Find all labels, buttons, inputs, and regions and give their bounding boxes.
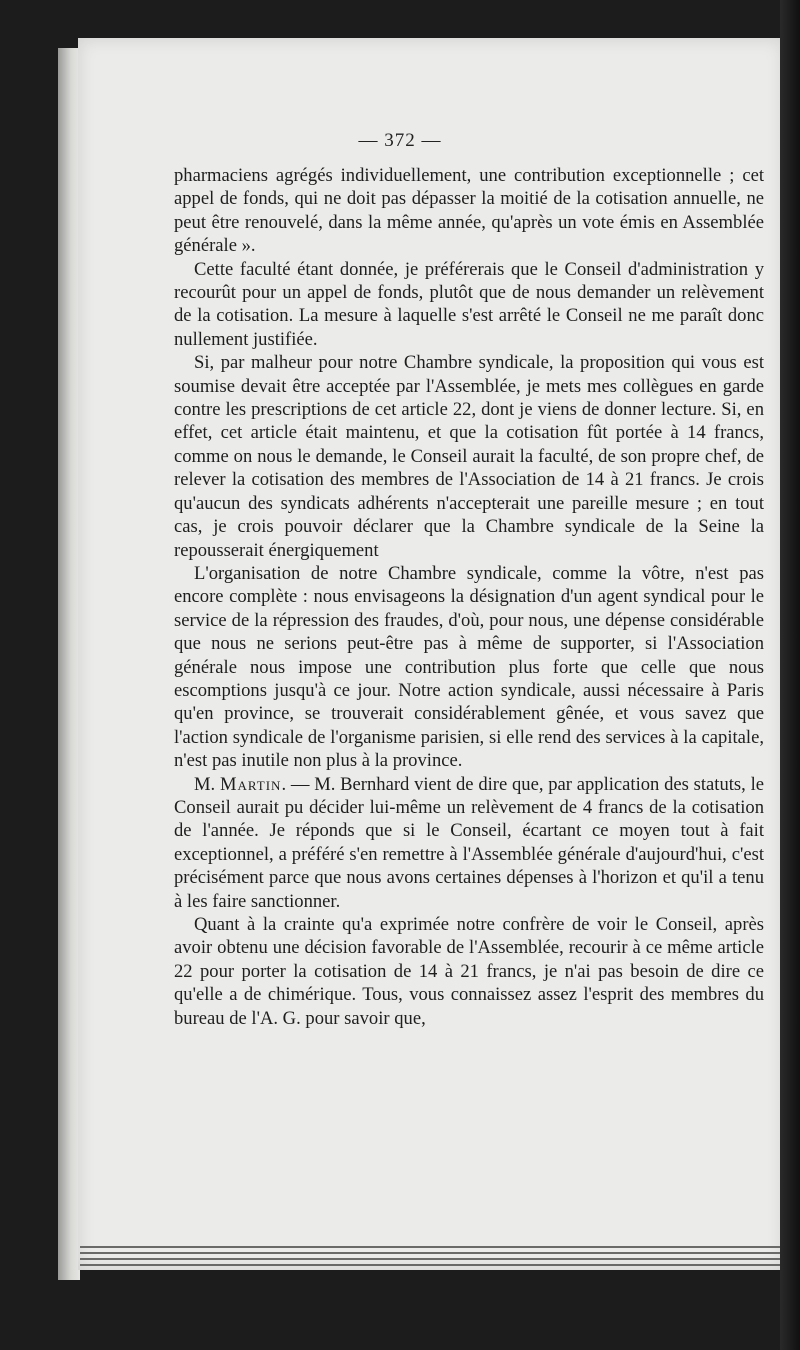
body-text	[174, 164, 764, 1030]
speaker-prefix: M.	[194, 773, 220, 795]
page-left-edge	[58, 48, 80, 1280]
paragraph-4: L'organisation de notre Chambre syndicale, comme la vôtre, n'est pas encore complète : nous envisageons la désignation d'un agent syndical pour le service de la répression des fraudes, d'où, pour nous, une dépense considérable que nous ne serions peut-être pas à même de supporter, si l'Association générale nous impose une contribution plus forte que celle que nous escomptions jusqu'à ce jour. Notre action syndicale, aussi nécessaire à Paris qu'en province, se trouverait considérablement gênée, et vous savez que l'action syndicale de l'organisme parisien, si elle rend des services à la capitale, n'est pas inutile non plus à la province.	[174, 562, 764, 772]
page-leaves	[80, 1238, 780, 1278]
page-right-shadow	[780, 0, 800, 1350]
speaker-name: Martin	[219, 773, 282, 795]
paragraph-5-text: . — M. Bernhard vient de dire que, par application des statuts, le Conseil aurait pu décider lui-même un relèvement de 4 francs de la cotisation de l'année. Je réponds que si le Conseil, écartant ce moyen tout à fait exceptionnel, a préféré s'en remettre à l'Assemblée générale d'aujourd'hui, c'est précisément parce que nous avons certaines dépenses à l'horizon et qu'il a tenu à les faire sanctionner.	[174, 773, 764, 912]
paragraph-3: Si, par malheur pour notre Chambre syndicale, la proposition qui vous est soumise devait être acceptée par l'Assemblée, je mets mes collègues en garde contre les prescriptions de cet article 22, dont je viens de donner lecture. Si, en effet, cet article était maintenu, et que la cotisation fût portée à 14 francs, comme on nous le demande, le Conseil aurait la faculté, de son propre chef, de relever la cotisation des membres de l'Association de 14 à 21 francs. Je crois qu'aucun des syndicats adhérents n'accepterait une pareille mesure ; en tout cas, je crois pouvoir déclarer que la Chambre syndicale de la Seine la repousserait énergiquement	[174, 352, 764, 561]
paragraph-5	[174, 773, 764, 913]
paragraph-2: Cette faculté étant donnée, je préférerais que le Conseil d'administration y recourût pour un appel de fonds, plutôt que de nous demander un relèvement de la cotisation. La mesure à laquelle s'est arrêté le Conseil ne me paraît donc nullement justifiée.	[174, 258, 764, 350]
paragraph-6: Quant à la crainte qu'a exprimée notre confrère de voir le Conseil, après avoir obtenu une décision favorable de l'Assemblée, recourir à ce même article 22 pour porter la cotisation de 14 à 21 francs, je n'ai pas besoin de dire ce qu'elle a de chimérique. Tous, vous connaissez assez l'esprit des membres du bureau de l'A. G. pour savoir que,	[174, 914, 764, 1029]
page-number: — 372 —	[358, 130, 442, 151]
paragraph-1: pharmaciens agrégés individuellement, une contribution exceptionnelle ; cet appel de fonds, qui ne doit pas dépasser la moitié de la cotisation annuelle, ne peut être renouvelé, dans la même année, qu'après un vote émis en Assemblée générale ».	[174, 165, 764, 257]
